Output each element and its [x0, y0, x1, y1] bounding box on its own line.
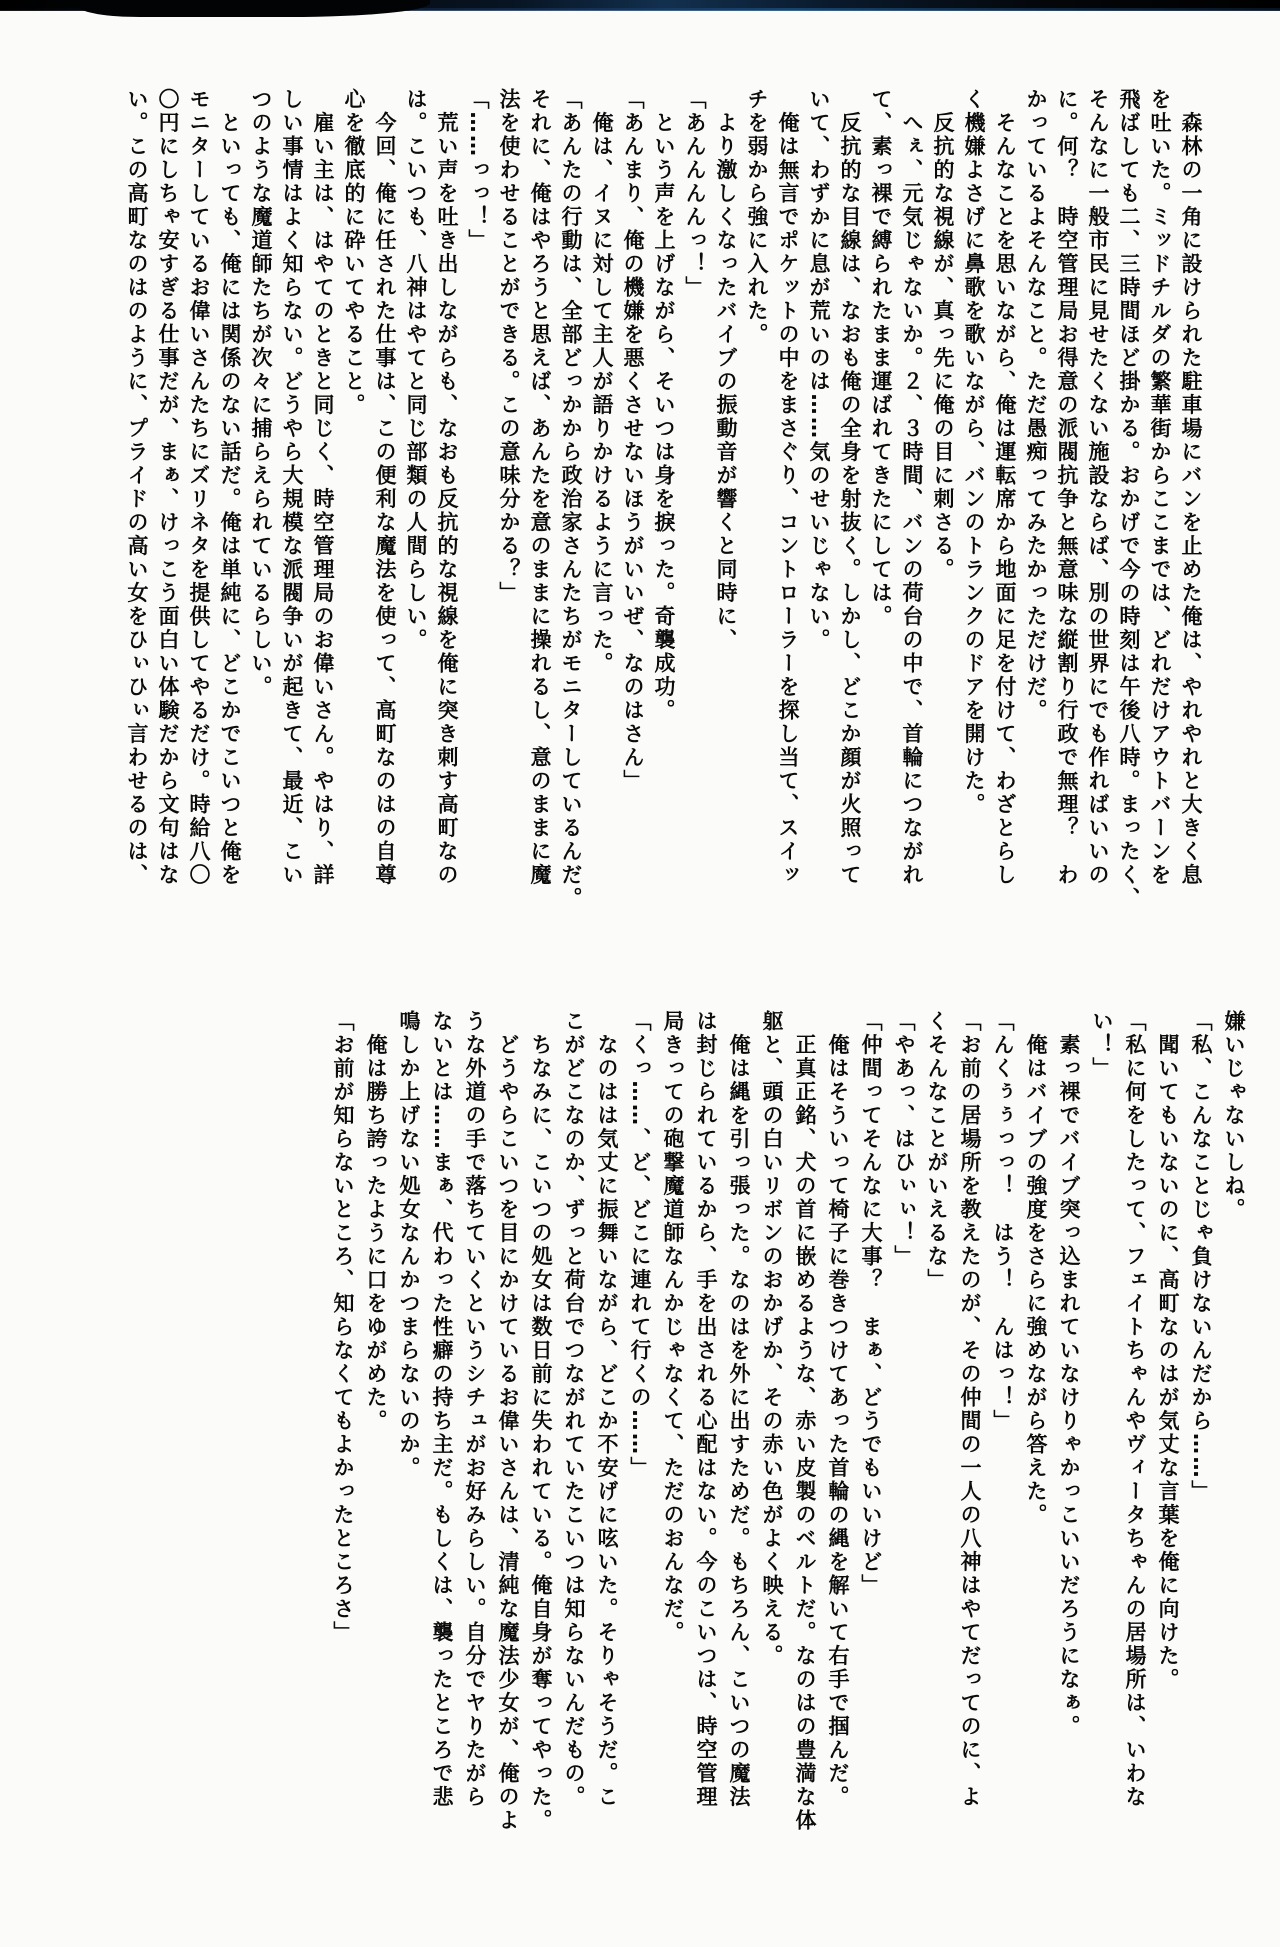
text-column: 荒い声を吐き出しながらも、なおも反抗的な視線を俺に突き刺す高町なの — [435, 88, 459, 887]
text-column: を吐いた。ミッドチルダの繁華街からここまでは、どれだけアウトバーンを — [1148, 88, 1172, 887]
text-column: 「私に何をしたって、フェイトちゃんやヴィータちゃんの居場所は、いわな — [1123, 1010, 1147, 1809]
text-column: 正真正銘、犬の首に嵌めるような、赤い皮製のベルトだ。なのはの豊満な体 — [793, 1010, 817, 1833]
text-column: かっているよそんなこと。ただ愚痴ってみたかっただけだ。 — [1024, 88, 1048, 723]
text-column: いて、わずかに息が荒いのは……気のせいじゃない。 — [807, 88, 831, 652]
text-column: 俺は勝ち誇ったように口をゆがめた。 — [364, 1010, 388, 1433]
text-column: より激しくなったバイブの振動音が響くと同時に、 — [714, 88, 738, 652]
text-column: 「んくぅぅっっ！ はう！ んはっ！」 — [991, 1010, 1015, 1433]
text-column: 素っ裸でバイブ突っ込まれていなけりゃかっこいいだろうになぁ。 — [1057, 1010, 1081, 1739]
text-column: 心を徹底的に砕いてやること。 — [342, 88, 366, 417]
text-column: に。何？ 時空管理局お得意の派閥抗争と無意味な縦割り行政で無理？ わ — [1055, 88, 1079, 887]
text-column: しい事情はよく知らない。どうやら大規模な派閥争いが起きて、最近、こい — [280, 88, 304, 887]
text-column: 「やあっ、はひぃぃ！」 — [892, 1010, 916, 1269]
text-column: くそんなことがいえるな」 — [925, 1010, 949, 1292]
text-column: 「私、こんなことじゃ負けないんだから……」 — [1189, 1010, 1213, 1504]
text-column: 「あんまり、俺の機嫌を悪くさせないほうがいいぜ、なのはさん」 — [621, 88, 645, 793]
text-column: ないとは……まぁ、代わった性癖の持ち主だ。もしくは、襲ったところで悲 — [430, 1010, 454, 1809]
text-column: それに、俺はやろうと思えば、あんたを意のままに操れるし、意のままに魔 — [528, 88, 552, 887]
text-column: 俺は無言でポケットの中をまさぐり、コントローラーを探し当て、スイッ — [776, 88, 800, 887]
text-column: 躯と、頭の白いリボンのおかげか、その赤い色がよく映える。 — [760, 1010, 784, 1668]
text-column: 〇円にしちゃ安すぎる仕事だが、まぁ、けっこう面白い体験だから文句はな — [156, 88, 180, 887]
text-column: 反抗的な目線は、なおも俺の全身を射抜く。しかし、どこか顔が火照って — [838, 88, 862, 887]
text-column: モニターしているお偉いさんたちにズリネタを提供してやるだけ。時給八〇 — [187, 88, 211, 887]
text-block-bottom — [326, 1010, 1250, 1855]
text-column: うな外道の手で落ちていくというシチュがお好みらしい。自分でヤりたがら — [463, 1010, 487, 1809]
text-column: そんなに一般市民に見せたくない施設ならば、別の世界にでも作ればいいの — [1086, 88, 1110, 887]
text-column: なのはは気丈に振舞いながら、どこか不安げに呟いた。そりゃそうだ。こ — [595, 1010, 619, 1809]
text-column: く機嫌よさげに鼻歌を歌いながら、バンのトランクのドアを開けた。 — [962, 88, 986, 817]
text-column: といっても、俺には関係のない話だ。俺は単純に、どこかでこいつと俺を — [218, 88, 242, 887]
text-column: い！」 — [1090, 1010, 1114, 1081]
text-column: 俺は縄を引っ張った。なのはを外に出すためだ。もちろん、こいつの魔法 — [727, 1010, 751, 1809]
text-column: 嫌いじゃないしね。 — [1222, 1010, 1246, 1222]
text-column: つのような魔道師たちが次々に捕らえられているらしい。 — [249, 88, 273, 699]
text-column: は。こいつも、八神はやてと同じ部類の人間らしい。 — [404, 88, 428, 652]
text-column: 「あんんんんっ！」 — [683, 88, 707, 300]
text-column: 俺はそういって椅子に巻きつけてあった首輪の縄を解いて右手で掴んだ。 — [826, 1010, 850, 1809]
text-column: 「くっ……、ど、どこに連れて行くの……」 — [628, 1010, 652, 1480]
text-column: 俺は、イヌに対して主人が語りかけるように言った。 — [590, 88, 614, 676]
text-block-top — [121, 88, 1206, 933]
text-column: て、素っ裸で縛られたまま運ばれてきたにしては。 — [869, 88, 893, 629]
scan-edge-artifact — [0, 0, 1280, 10]
text-column: 「仲間ってそんなに大事？ まぁ、どうでもいいけど」 — [859, 1010, 883, 1598]
text-column: 法を使わせることができる。この意味分かる？」 — [497, 88, 521, 605]
text-column: チを弱から強に入れた。 — [745, 88, 769, 347]
text-column: 今回、俺に任された仕事は、この便利な魔法を使って、高町なのはの自尊 — [373, 88, 397, 887]
text-column: こがどこなのか、ずっと荷台でつながれていたこいつは知らないんだもの。 — [562, 1010, 586, 1809]
text-column: へぇ、元気じゃないか。２、３時間、バンの荷台の中で、首輪につながれ — [900, 88, 924, 887]
text-column: 飛ばしても二、三時間ほど掛かる。おかげで今の時刻は午後八時。まったく、 — [1117, 88, 1141, 911]
text-column: は封じられているから、手を出される心配はない。今のこいつは、時空管理 — [694, 1010, 718, 1809]
text-column: 反抗的な視線が、真っ先に俺の目に刺さる。 — [931, 88, 955, 582]
text-column: 森林の一角に設けられた駐車場にバンを止めた俺は、やれやれと大きく息 — [1179, 88, 1203, 887]
text-column: 俺はバイブの強度をさらに強めながら答えた。 — [1024, 1010, 1048, 1527]
text-column: という声を上げながら、そいつは身を捩った。奇襲成功。 — [652, 88, 676, 723]
text-column: 聞いてもいないのに、高町なのはが気丈な言葉を俺に向けた。 — [1156, 1010, 1180, 1692]
text-column: 「……っっ！」 — [466, 88, 490, 253]
text-column: 雇い主は、はやてのときと同じく、時空管理局のお偉いさん。やはり、詳 — [311, 88, 335, 887]
text-column: そんなことを思いながら、俺は運転席から地面に足を付けて、わざとらし — [993, 88, 1017, 887]
text-column: 「お前の居場所を教えたのが、その仲間の一人の八神はやてだってのに、よ — [958, 1010, 982, 1809]
text-column: い。この高町なのはのように、プライドの高い女をひぃひぃ言わせるのは、 — [125, 88, 149, 887]
text-column: 「お前が知らないところ、知らなくてもよかったところさ」 — [331, 1010, 355, 1645]
text-column: 「あんたの行動は、全部どっかから政治家さんたちがモニターしているんだ。 — [559, 88, 583, 911]
text-column: 鳴しか上げない処女なんかつまらないのか。 — [397, 1010, 421, 1480]
text-column: どうやらこいつを目にかけているお偉いさんは、清純な魔法少女が、俺のよ — [496, 1010, 520, 1833]
text-column: ちなみに、こいつの処女は数日前に失われている。俺自身が奪ってやった。 — [529, 1010, 553, 1833]
text-column: 局きっての砲撃魔道師なんかじゃなくて、ただのおんなだ。 — [661, 1010, 685, 1645]
